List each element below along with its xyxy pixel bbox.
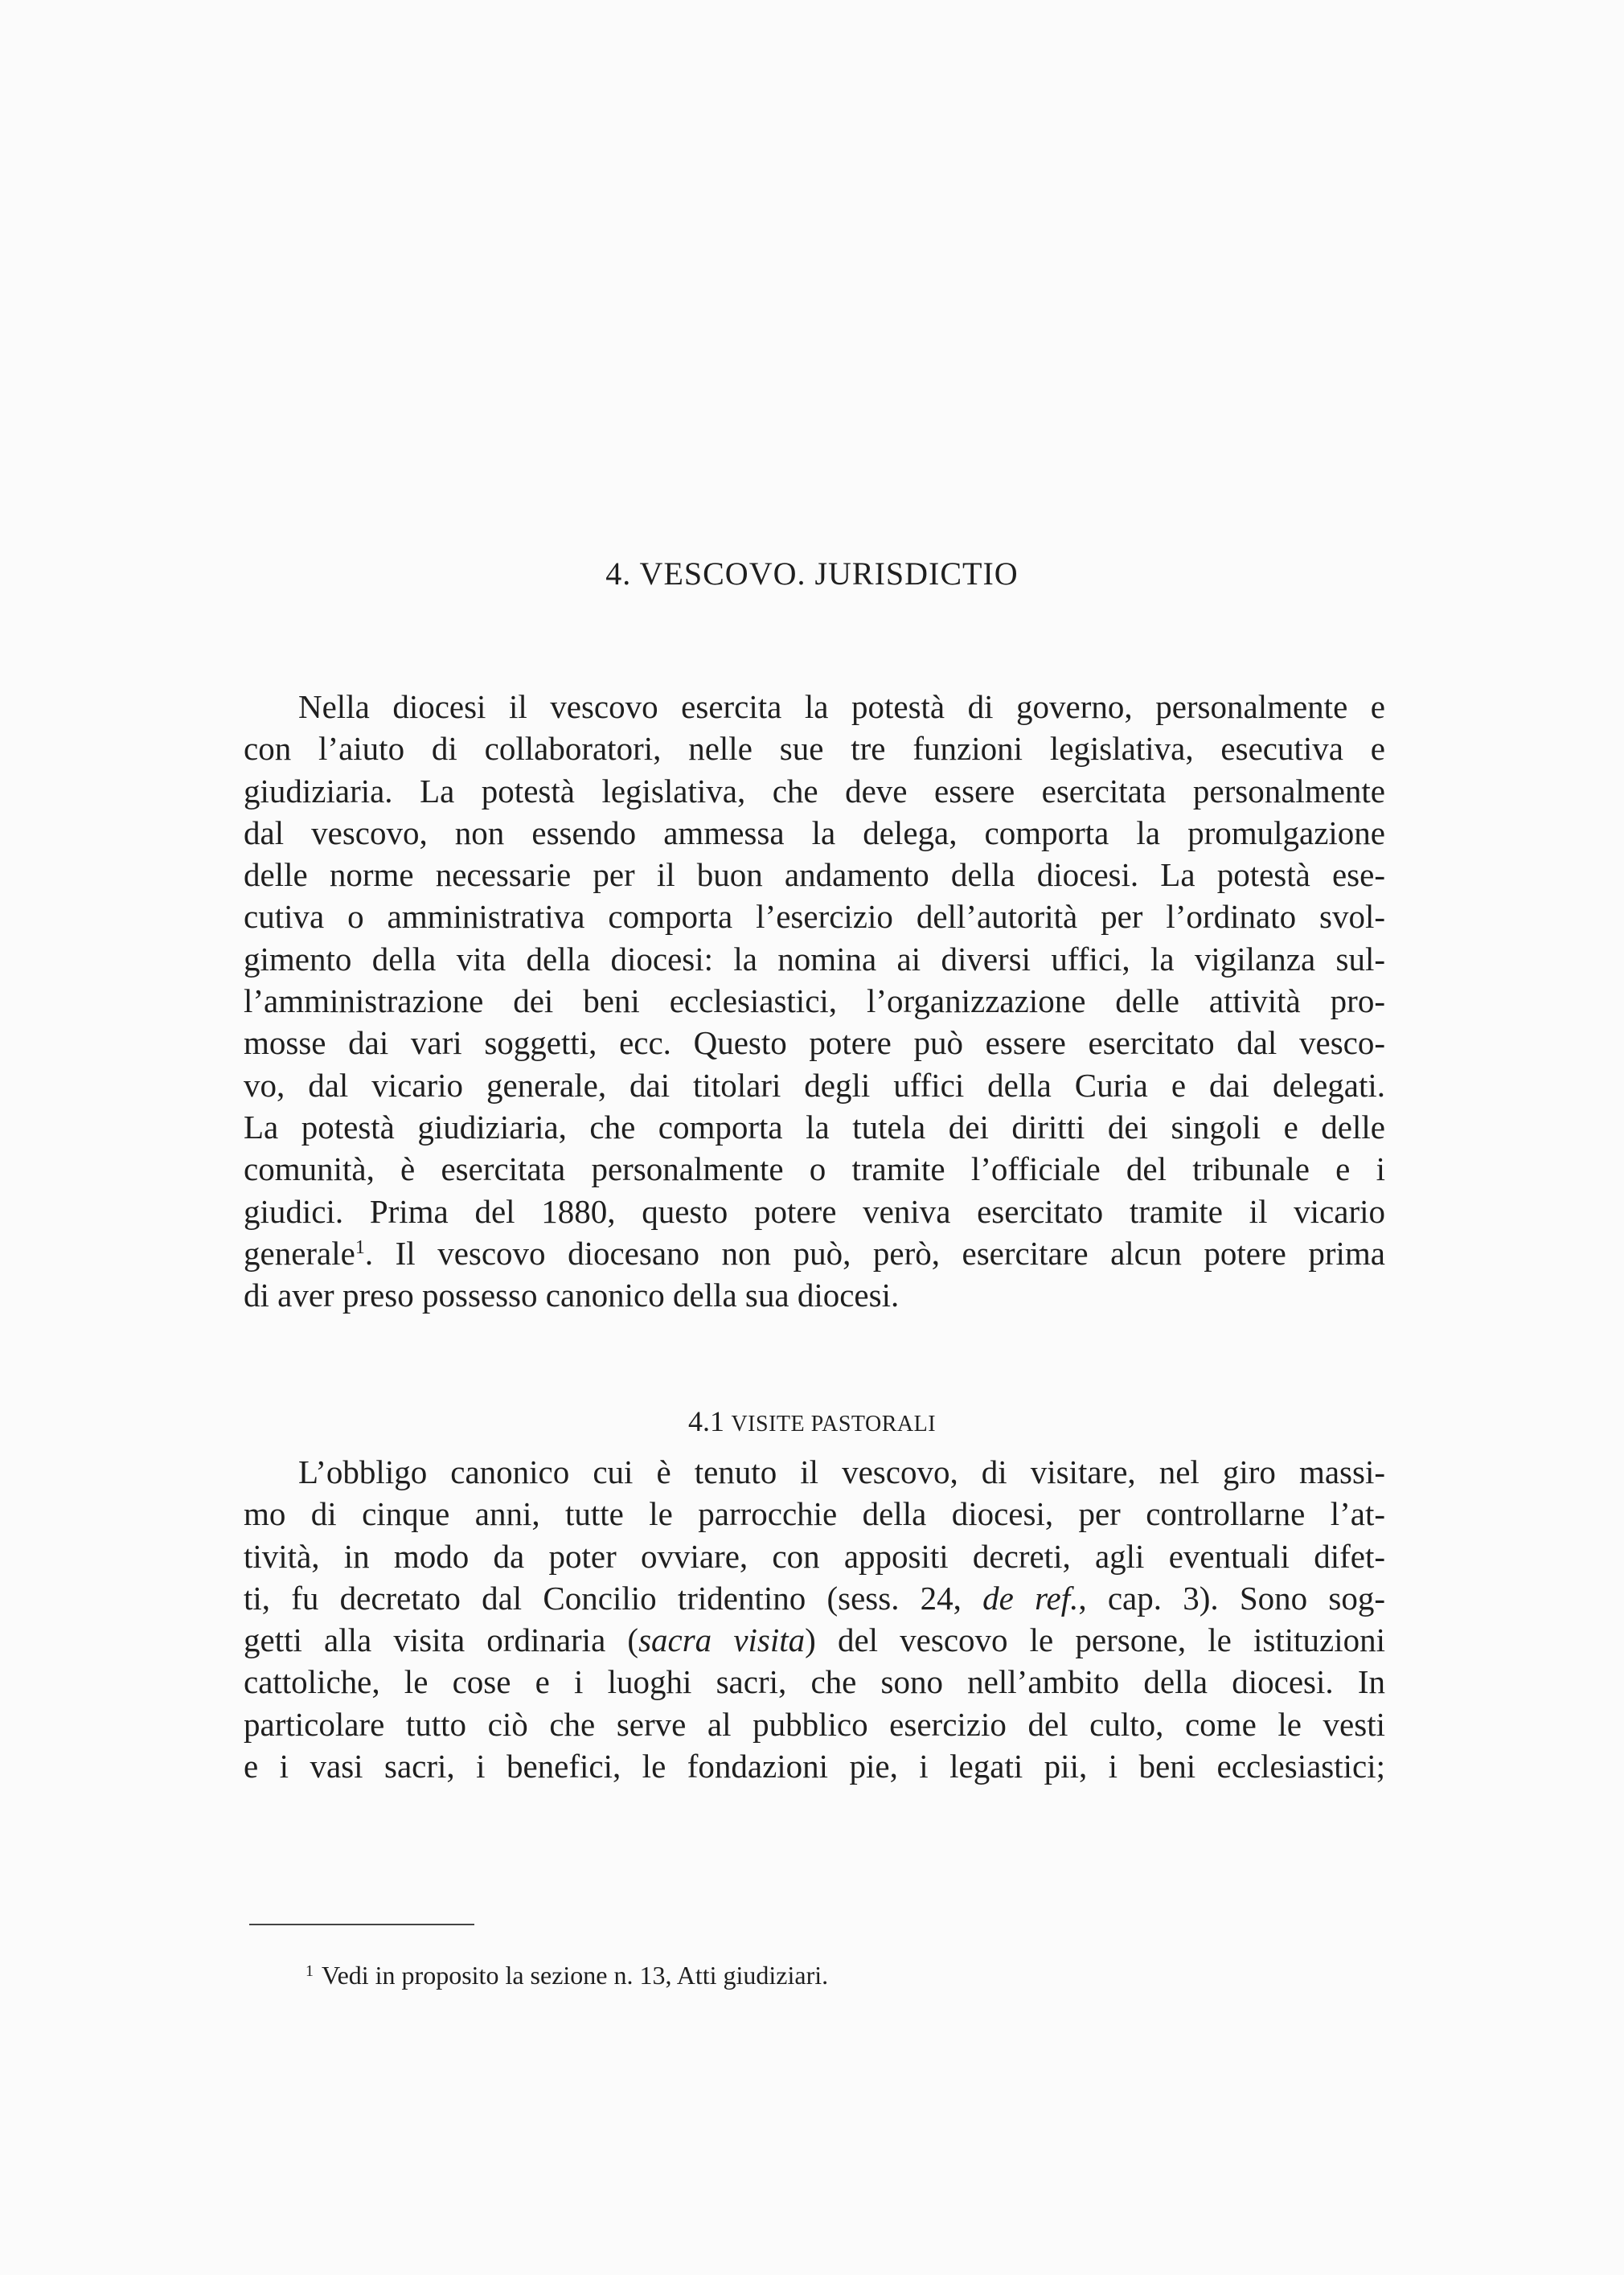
text-fragment: . Il vescovo diocesano non può, però, esercitare alcun potere prima [364, 1234, 1385, 1272]
text-line: vo, dal vicario generale, dai titolari degli uffici della Curia e dai delegati. [244, 1066, 1385, 1104]
footnote-mark: 1 [306, 1962, 314, 1980]
text-line: l’amministrazione dei beni ecclesiastici, l’organizzazione delle attività pro- [244, 982, 1385, 1020]
text-fragment: getti alla visita ordinaria ( [244, 1621, 639, 1659]
text-line: particolare tutto ciò che serve al pubblico esercizio del culto, come le vesti [244, 1705, 1385, 1743]
text-line: mosse dai vari soggetti, ecc. Questo potere può essere esercitato dal vesco- [244, 1024, 1385, 1062]
text-line: cutiva o amministrativa comporta l’esercizio dell’autorità per l’ordinato svol- [244, 898, 1385, 936]
footnote-reference[interactable]: 1 [355, 1236, 365, 1258]
text-line: comunità, è esercitata personalmente o tramite l’officiale del tribunale e i [244, 1150, 1385, 1188]
section-title [0, 1404, 1624, 1438]
section-number: 4.1 [687, 1405, 724, 1437]
text-line: cattoliche, le cose e i luoghi sacri, che sono nell’ambito della diocesi. In [244, 1663, 1385, 1701]
text-line: di aver preso possesso canonico della sua diocesi. [244, 1277, 900, 1314]
text-line: tività, in modo da poter ovviare, con appositi decreti, agli eventuali difet- [244, 1537, 1385, 1575]
text-line: e i vasi sacri, i benefici, le fondazioni pie, i legati pii, i beni ecclesiastici; [244, 1748, 1385, 1785]
text-line: Nella diocesi il vescovo esercita la potestà di governo, personalmente e [298, 688, 1385, 725]
text-fragment: generale [244, 1234, 355, 1272]
text-line: La potestà giudiziaria, che comporta la tutela dei diritti dei singoli e delle [244, 1108, 1385, 1146]
text-line [244, 1619, 1385, 1661]
text-line: L’obbligo canonico cui è tenuto il vescovo, di visitare, nel giro massi- [298, 1453, 1385, 1490]
text-line: giudiziaria. La potestà legislativa, che deve essere esercitata personalmente [244, 772, 1385, 810]
latin-term: de ref. [982, 1579, 1079, 1617]
text-fragment: , cap. 3). Sono sog- [1078, 1579, 1385, 1617]
chapter-title: 4. VESCOVO. JURISDICTIO [605, 555, 1019, 592]
text-line: gimento della vita della diocesi: la nomina ai diversi uffici, la vigilanza sul- [244, 940, 1385, 978]
text-line: con l’aiuto di collaboratori, nelle sue tre funzioni legislativa, esecutiva e [244, 730, 1385, 768]
text-line: mo di cinque anni, tutte le parrocchie della diocesi, per controllarne l’at- [244, 1495, 1385, 1533]
footnote-divider [249, 1924, 474, 1925]
text-line: delle norme necessarie per il buon andamento della diocesi. La potestà ese- [244, 856, 1385, 894]
latin-term: sacra visita [638, 1621, 806, 1659]
text-line [244, 1577, 1385, 1619]
paragraph-pastoral-visits [244, 1451, 1385, 1787]
text-line: giudici. Prima del 1880, questo potere veniva esercitato tramite il vicario [244, 1192, 1385, 1230]
section-heading: VISITE PASTORALI [731, 1412, 937, 1437]
text-line-with-footnote [244, 1232, 1385, 1274]
text-fragment: ) del vescovo le persone, le istituzioni [805, 1621, 1386, 1659]
footnote-text: Vedi in proposito la sezione n. 13, Atti giudiziari. [322, 1961, 829, 1990]
paragraph-governance [244, 686, 1385, 1316]
footnote [306, 1961, 828, 1990]
text-fragment: ti, fu decretato dal Concilio tridentino (sess. 24, [244, 1579, 983, 1617]
text-line: dal vescovo, non essendo ammessa la delega, comporta la promulgazione [244, 814, 1385, 851]
